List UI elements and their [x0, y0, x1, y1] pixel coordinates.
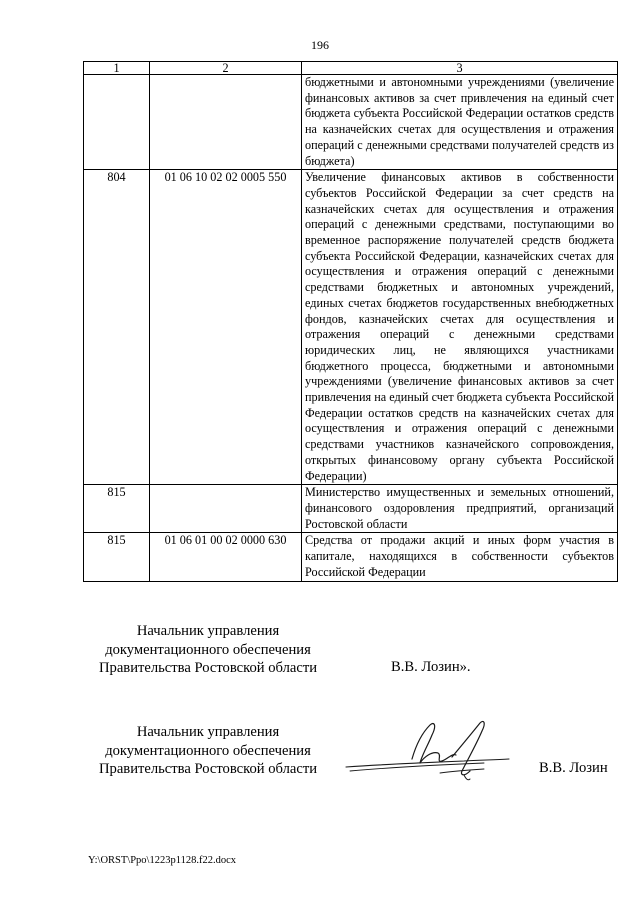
signatory-name-1: В.В. Лозин». — [391, 659, 471, 675]
budget-table — [83, 61, 618, 582]
signatory-title-line: Правительства Ростовской области — [98, 660, 318, 676]
header-col-3: 3 — [302, 62, 618, 75]
signatory-title-line: Правительства Ростовской области — [98, 761, 318, 777]
cell-admin-code: 804 — [84, 170, 150, 485]
table-header-row — [84, 62, 618, 75]
signatory-name-2: В.В. Лозин — [539, 760, 608, 776]
signatory-title-line: Начальник управления — [136, 724, 280, 740]
cell-classification-code: 01 06 10 02 02 0005 550 — [150, 170, 302, 485]
signatory-title-2 — [88, 723, 328, 779]
table-row — [84, 75, 618, 170]
handwritten-signature — [344, 715, 514, 787]
cell-admin-code: 815 — [84, 485, 150, 533]
cell-description: Увеличение финансовых активов в собственности субъектов Российской Федерации за счет средств на казначейских счетах для осуществления и отражения операций с денежными средствами, поступающими во временное распоряжение получателей средств бюджета субъекта Российской Федерации, казначейских счетах для осуществления и отражения операций с денежными средствами бюджетных и автономных учреждений, единых счетах бюджетов государственных внебюджетных фондов, казначейских счетах для осуществления и отражения операций с денежными средствами юридических лиц, не являющихся участниками бюджетного процесса, бюджетными и автономными учреждениями (увеличение финансовых активов за счет привлечения на единый счет бюджета субъекта Российской Федерации остатков средств на казначейских счетах для осуществления и отражения операций с денежными средствами участников казначейского сопровождения, открытых финансовому органу субъекта Российской Федерации) — [302, 170, 618, 485]
cell-description: Министерство имущественных и земельных отношений, финансового оздоровления предприятий, организаций Ростовской области — [302, 485, 618, 533]
cell-description: Средства от продажи акций и иных форм участия в капитале, находящихся в собственности субъектов Российской Федерации — [302, 533, 618, 581]
cell-admin-code — [84, 75, 150, 170]
cell-classification-code — [150, 485, 302, 533]
cell-classification-code — [150, 75, 302, 170]
signatory-title-line: документационного обеспечения — [105, 742, 311, 759]
table-row — [84, 170, 618, 485]
signatory-title-line: Начальник управления — [136, 623, 280, 639]
signatory-title-line: документационного обеспечения — [105, 641, 311, 658]
cell-classification-code: 01 06 01 00 02 0000 630 — [150, 533, 302, 581]
page-number: 196 — [311, 38, 329, 52]
header-col-2: 2 — [150, 62, 302, 75]
cell-admin-code: 815 — [84, 533, 150, 581]
table-row — [84, 485, 618, 533]
header-col-1: 1 — [84, 62, 150, 75]
file-path-footer: Y:\ORST\Ppo\1223p1128.f22.docx — [88, 855, 236, 866]
table-row — [84, 533, 618, 581]
signatory-title-1 — [88, 622, 328, 678]
cell-description: бюджетными и автономными учреждениями (увеличение финансовых активов за счет привлечения на единый счет бюджета субъекта Российской Федерации остатков средств на казначейских счетах для осуществления и отражения операций с денежными средствами получателей средств из бюджета) — [302, 75, 618, 170]
